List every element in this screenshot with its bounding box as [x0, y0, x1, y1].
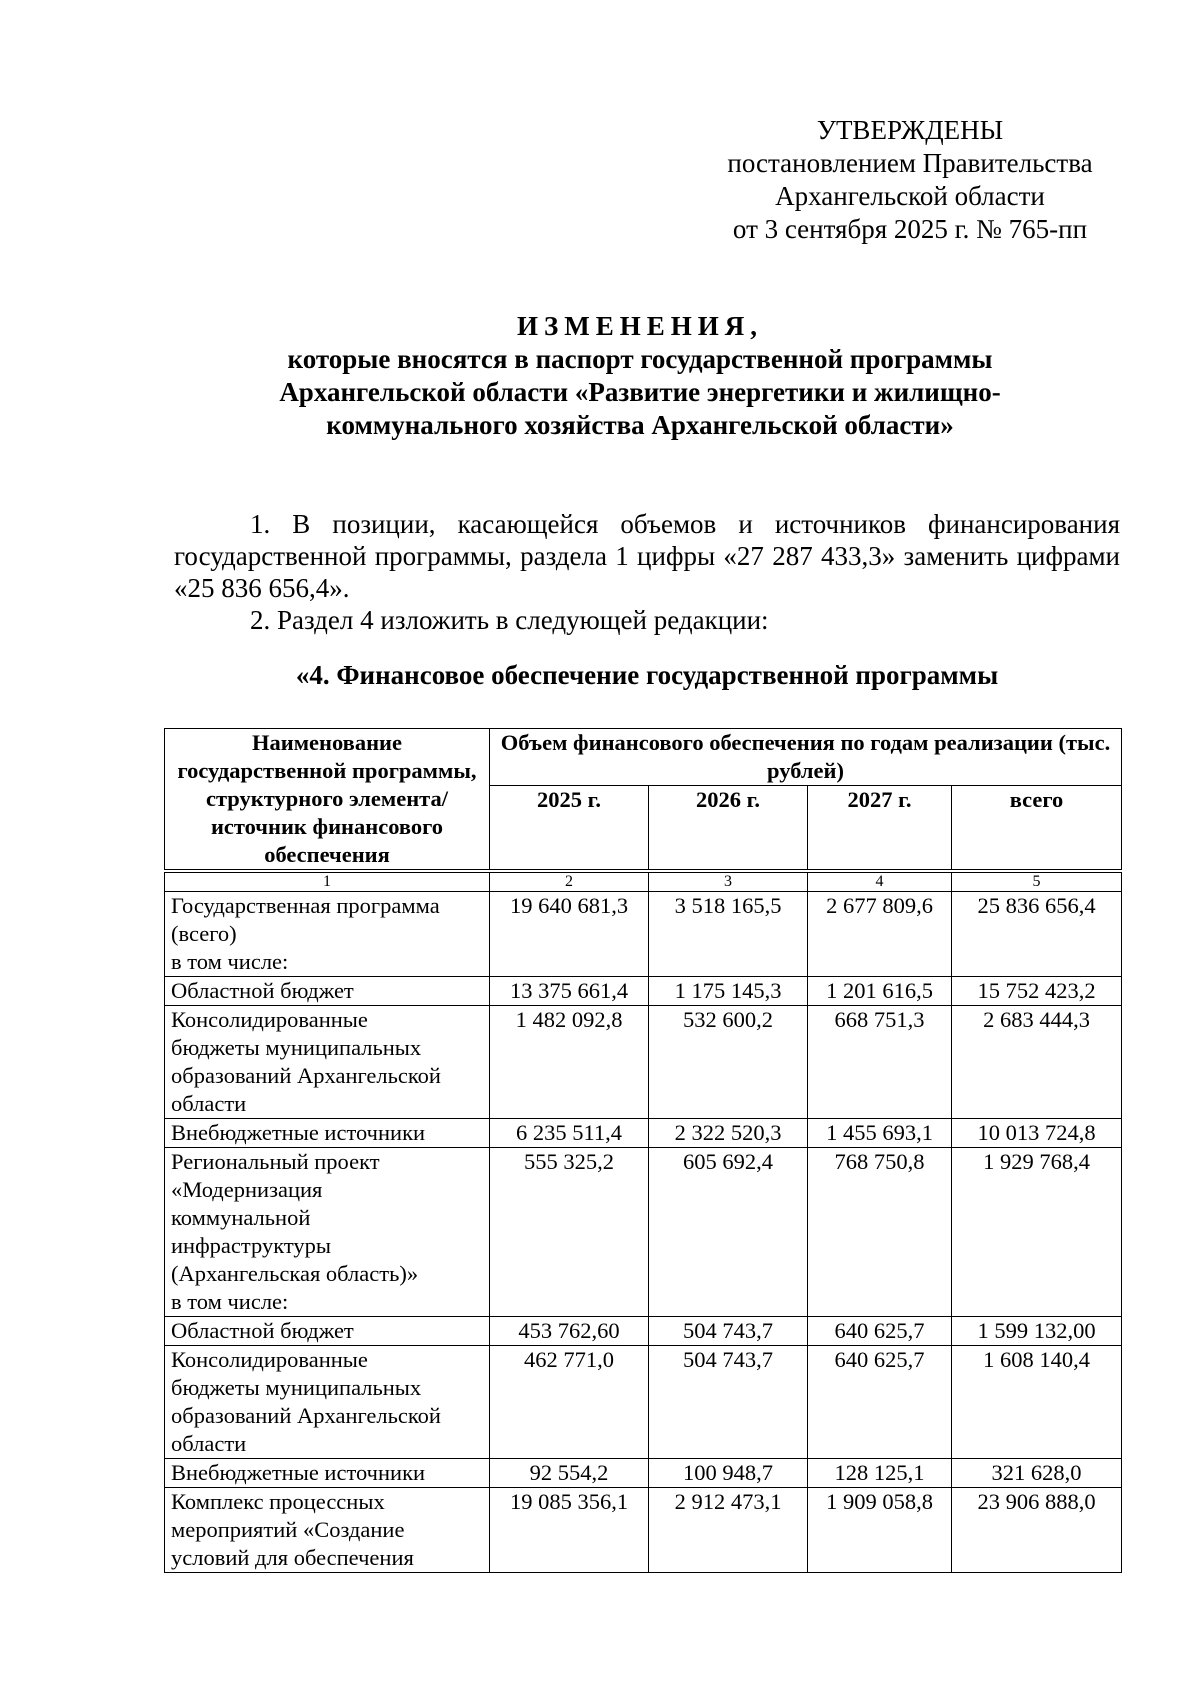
row-label-line: в том числе: [171, 949, 289, 974]
value-total: 1 599 132,00 [952, 1317, 1122, 1346]
value-v2027: 640 625,7 [808, 1346, 952, 1459]
value-v2027: 768 750,8 [808, 1148, 952, 1317]
financing-table [164, 728, 1122, 1573]
row-label [165, 977, 490, 1006]
value-v2025: 555 325,2 [490, 1148, 649, 1317]
column-number: 1 [165, 873, 490, 892]
table-row [165, 1488, 1122, 1573]
title-line: Архангельской области «Развитие энергетики и жилищно- [279, 377, 1001, 407]
value-v2025: 19 640 681,3 [490, 892, 649, 977]
value-total: 1 929 768,4 [952, 1148, 1122, 1317]
row-label-line: Региональный проект [171, 1149, 380, 1174]
document-title [160, 310, 1120, 442]
row-label-line: (всего) [171, 921, 237, 946]
table-row [165, 1148, 1122, 1317]
value-v2027: 1 455 693,1 [808, 1119, 952, 1148]
row-label-line: образований Архангельской [171, 1403, 441, 1428]
row-label-line: Областной бюджет [171, 1318, 354, 1343]
value-v2027: 640 625,7 [808, 1317, 952, 1346]
value-total: 10 013 724,8 [952, 1119, 1122, 1148]
table-row [165, 1119, 1122, 1148]
approval-block [700, 114, 1120, 246]
value-total: 23 906 888,0 [952, 1488, 1122, 1573]
value-v2026: 1 175 145,3 [649, 977, 808, 1006]
header-2025: 2025 г. [490, 786, 649, 870]
row-label-line: Внебюджетные источники [171, 1460, 426, 1485]
row-label [165, 1148, 490, 1317]
value-v2025: 462 771,0 [490, 1346, 649, 1459]
value-v2025: 1 482 092,8 [490, 1006, 649, 1119]
row-label-line: Областной бюджет [171, 978, 354, 1003]
header-volume-group: Объем финансового обеспечения по годам реализации (тыс. рублей) [490, 729, 1122, 786]
value-v2025: 19 085 356,1 [490, 1488, 649, 1573]
value-v2027: 128 125,1 [808, 1459, 952, 1488]
row-label-line: Комплекс процессных [171, 1489, 385, 1514]
row-label-line: области [171, 1431, 247, 1456]
value-total: 15 752 423,2 [952, 977, 1122, 1006]
approval-line: постановлением Правительства [727, 148, 1093, 178]
value-total: 2 683 444,3 [952, 1006, 1122, 1119]
paragraph-1: 1. В позиции, касающейся объемов и источников финансирования государственной программы, раздела 1 цифры «27 287 433,3» заменить цифрами «25 836 656,4». [174, 509, 1120, 603]
value-v2025: 13 375 661,4 [490, 977, 649, 1006]
row-label-line: Консолидированные [171, 1007, 368, 1032]
table-row [165, 1317, 1122, 1346]
column-number: 3 [649, 873, 808, 892]
value-v2027: 1 909 058,8 [808, 1488, 952, 1573]
title-heading: ИЗМЕНЕНИЯ, [516, 311, 763, 341]
header-2027: 2027 г. [808, 786, 952, 870]
value-v2026: 100 948,7 [649, 1459, 808, 1488]
title-line: коммунального хозяйства Архангельской области» [326, 410, 954, 440]
title-line: которые вносятся в паспорт государственной программы [287, 344, 993, 374]
column-number: 4 [808, 873, 952, 892]
column-number: 5 [952, 873, 1122, 892]
value-v2025: 6 235 511,4 [490, 1119, 649, 1148]
table-row [165, 892, 1122, 977]
value-v2026: 504 743,7 [649, 1346, 808, 1459]
row-label [165, 1119, 490, 1148]
table-body [165, 892, 1122, 1573]
value-v2026: 504 743,7 [649, 1317, 808, 1346]
approval-line: УТВЕРЖДЕНЫ [816, 115, 1004, 145]
table-row [165, 1006, 1122, 1119]
paragraph-2: 2. Раздел 4 изложить в следующей редакции: [250, 605, 769, 635]
row-label [165, 892, 490, 977]
row-label-line: «Модернизация [171, 1177, 323, 1202]
row-label [165, 1488, 490, 1573]
table-row [165, 1459, 1122, 1488]
value-v2026: 2 912 473,1 [649, 1488, 808, 1573]
value-v2027: 668 751,3 [808, 1006, 952, 1119]
value-v2026: 2 322 520,3 [649, 1119, 808, 1148]
value-v2026: 605 692,4 [649, 1148, 808, 1317]
row-label-line: условий для обеспечения [171, 1545, 414, 1570]
value-v2026: 3 518 165,5 [649, 892, 808, 977]
row-label-line: Государственная программа [171, 893, 440, 918]
column-number-row [165, 873, 1122, 892]
header-2026: 2026 г. [649, 786, 808, 870]
row-label-line: бюджеты муниципальных [171, 1035, 422, 1060]
column-number: 2 [490, 873, 649, 892]
row-label [165, 1346, 490, 1459]
approval-date-line: от 3 сентября 2025 г. № 765-пп [732, 214, 1088, 244]
row-label-line: в том числе: [171, 1289, 289, 1314]
row-label [165, 1459, 490, 1488]
value-v2027: 2 677 809,6 [808, 892, 952, 977]
value-total: 321 628,0 [952, 1459, 1122, 1488]
value-v2025: 453 762,60 [490, 1317, 649, 1346]
value-v2025: 92 554,2 [490, 1459, 649, 1488]
row-label-line: Консолидированные [171, 1347, 368, 1372]
row-label [165, 1317, 490, 1346]
table-row [165, 977, 1122, 1006]
value-v2027: 1 201 616,5 [808, 977, 952, 1006]
table-row [165, 1346, 1122, 1459]
section-heading: «4. Финансовое обеспечение государственной программы [295, 660, 999, 690]
approval-line: Архангельской области [775, 181, 1045, 211]
value-v2026: 532 600,2 [649, 1006, 808, 1119]
header-name-column: Наименование государственной программы, структурного элемента/источник финансового обеспечения [165, 729, 490, 870]
value-total: 1 608 140,4 [952, 1346, 1122, 1459]
row-label-line: Внебюджетные источники [171, 1120, 426, 1145]
row-label [165, 1006, 490, 1119]
row-label-line: мероприятий «Создание [171, 1517, 405, 1542]
row-label-line: бюджеты муниципальных [171, 1375, 422, 1400]
header-total: всего [952, 786, 1122, 870]
row-label-line: инфраструктуры [171, 1233, 331, 1258]
value-total: 25 836 656,4 [952, 892, 1122, 977]
row-label-line: образований Архангельской [171, 1063, 441, 1088]
row-label-line: коммунальной [171, 1205, 311, 1230]
row-label-line: области [171, 1091, 247, 1116]
row-label-line: (Архангельская область)» [171, 1261, 419, 1286]
